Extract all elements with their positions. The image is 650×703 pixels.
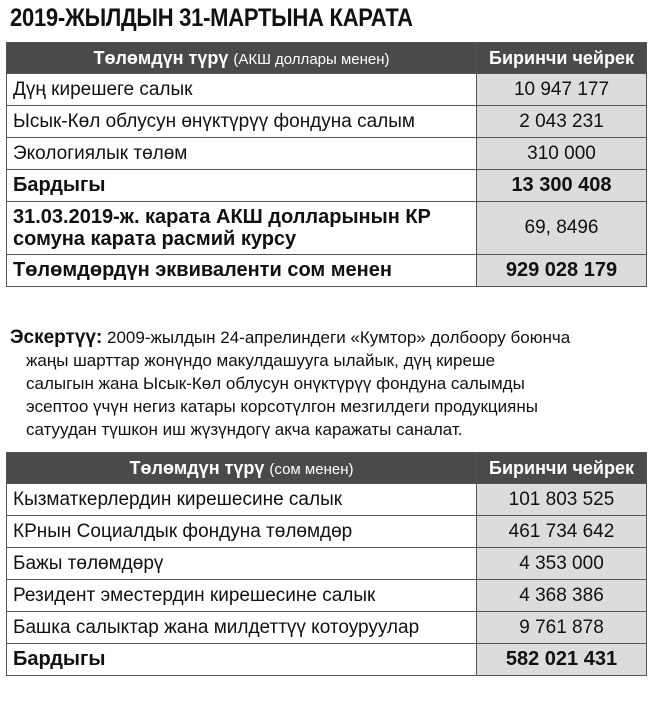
column-header-unit: (АКШ доллары менен) — [233, 50, 390, 68]
table-row — [7, 138, 647, 170]
column-header-payment-type — [7, 43, 477, 74]
row-label: 31.03.2019-ж. карата АКШ долларынын КР сомуна карата расмий курсу — [7, 202, 477, 255]
payments-som-table — [6, 452, 647, 676]
table-row — [7, 548, 647, 580]
row-value: 4 353 000 — [477, 548, 647, 580]
column-header-unit: (сом менен) — [269, 460, 354, 478]
footnote-first-line — [10, 326, 640, 349]
column-header-first-quarter: Биринчи чейрек — [477, 43, 647, 74]
column-header-payment-type — [7, 453, 477, 484]
table-row — [7, 516, 647, 548]
page-title: 2019-ЖЫЛДЫН 31-МАРТЫНА КАРАТА — [10, 4, 413, 32]
table-row — [7, 580, 647, 612]
row-value: 101 803 525 — [477, 484, 647, 516]
table-row — [7, 484, 647, 516]
table-header-row — [7, 453, 647, 484]
footnote — [10, 326, 640, 441]
footnote-heading: Эскертүү: — [10, 327, 103, 348]
footnote-text: 2009-жылдын 24-апрелиндеги «Кумтор» долбоору боюнча — [102, 328, 571, 347]
row-label: Бардыгы — [7, 170, 477, 202]
row-label: КРнын Социалдык фондуна төлөмдөр — [7, 516, 477, 548]
row-value: 461 734 642 — [477, 516, 647, 548]
exchange-rate-row — [7, 202, 647, 255]
footnote-text: эсептоо үчүн негиз катары корсотүлгон мезгилдеги продукцияны — [26, 397, 538, 416]
row-label: Кызматкерлердин кирешесине салык — [7, 484, 477, 516]
column-header-label: Төлөмдүн түрү — [93, 47, 229, 68]
row-label: Резидент эместердин кирешесине салык — [7, 580, 477, 612]
row-value: 9 761 878 — [477, 612, 647, 644]
row-value: 582 021 431 — [477, 644, 647, 676]
column-header-label: Төлөмдүн түрү — [129, 457, 265, 478]
row-value: 69, 8496 — [477, 202, 647, 255]
row-label: Төлөмдөрдүн эквиваленти сом менен — [7, 255, 477, 287]
table-row — [7, 74, 647, 106]
row-label: Бардыгы — [7, 644, 477, 676]
table-row — [7, 106, 647, 138]
total-row — [7, 170, 647, 202]
footnote-text: сатуудан түшкон иш жүзүндогү акча каражаты саналат. — [26, 420, 463, 439]
row-label: Ысык-Көл облусун өнүктүрүү фондуна салым — [7, 106, 477, 138]
row-value: 13 300 408 — [477, 170, 647, 202]
footnote-text: салыгын жана Ысык-Көл облусун онүктүрүү фондуна салымды — [26, 374, 525, 393]
row-value: 4 368 386 — [477, 580, 647, 612]
row-value: 929 028 179 — [477, 255, 647, 287]
som-equivalent-row — [7, 255, 647, 287]
footnote-text: жаңы шарттар жонүндо макулдашууга ылайык, дүң киреше — [26, 351, 496, 370]
row-label: Бажы төлөмдөрү — [7, 548, 477, 580]
row-label: Дүң кирешеге салык — [7, 74, 477, 106]
row-value: 310 000 — [477, 138, 647, 170]
table-row — [7, 612, 647, 644]
row-label: Башка салыктар жана милдеттүү котоуруулар — [7, 612, 477, 644]
column-header-first-quarter: Биринчи чейрек — [477, 453, 647, 484]
row-value: 2 043 231 — [477, 106, 647, 138]
total-row — [7, 644, 647, 676]
row-value: 10 947 177 — [477, 74, 647, 106]
row-label: Экологиялык төлөм — [7, 138, 477, 170]
table-header-row — [7, 43, 647, 74]
payments-usd-table — [6, 42, 647, 287]
